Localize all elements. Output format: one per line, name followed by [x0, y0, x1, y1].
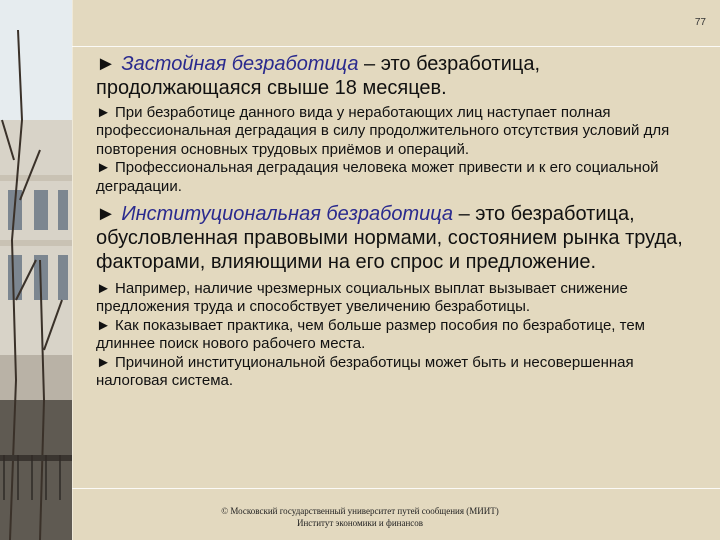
panel-divider-vertical [72, 0, 73, 540]
footer [150, 505, 570, 529]
section2-definition [96, 202, 696, 274]
footer-institute: Институт экономики и финансов [296, 518, 424, 528]
page-number: 77 [694, 17, 706, 28]
section2-definition-text: – это безработица, обусловленная правовыми нормами, состоянием рынка труда, факторами, влияющими на его спрос и предложение. [96, 203, 683, 274]
section1-definition [96, 52, 696, 100]
section2-bullet: ► Как показывает практика, чем больше размер пособия по безработице, тем длиннее поиск нового рабочего места. [96, 316, 645, 353]
footer-copyright: © Московский государственный университет путей сообщения (МИИТ) [221, 506, 499, 516]
footer-divider [72, 488, 720, 489]
section1-definition-text: – это безработица, продолжающаяся свыше 18 месяцев. [96, 53, 541, 99]
section1-bullet: ► Профессиональная деградация человека может привести и к его социальной деградации. [96, 159, 659, 195]
section2-bullet: ► Например, наличие чрезмерных социальных выплат вызывает снижение предложения труда и способствует увеличению безработицы. [96, 280, 628, 316]
header-divider [72, 46, 720, 47]
slide-content [96, 52, 696, 390]
section1-marker: ► [96, 53, 116, 75]
section1-bullet: ► При безработице данного вида у неработающих лиц наступает полная профессиональная деградация в силу продолжительного отсутствия условий для повторения основных трудовых приёмов и операций. [96, 104, 670, 158]
section2-bullet: ► Причиной институциональной безработицы может быть и несовершенная налоговая система. [96, 353, 634, 390]
section1-term: Застойная безработица [121, 53, 359, 75]
section2-term: Институциональная безработица [121, 203, 454, 226]
section2-marker: ► [96, 203, 116, 226]
